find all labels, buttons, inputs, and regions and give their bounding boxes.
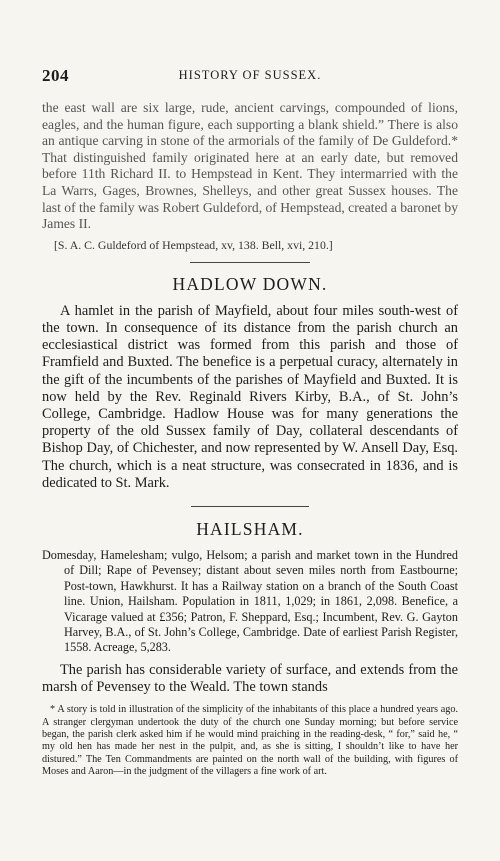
running-title: HISTORY OF SUSSEX. bbox=[178, 68, 322, 82]
page-number: 204 bbox=[42, 66, 69, 85]
reference-citation: [S. A. C. Guldeford of Hempstead, xv, 138. Bell, xvi, 210.] bbox=[54, 237, 333, 252]
running-head bbox=[42, 66, 458, 90]
continued-paragraph: the east wall are six large, rude, ancient carvings, compounded of lions, eagles, and the human figure, each supporting a blank shield.” There is also an antique carving in stone of the armorials of the family of De Guldeford.* That distinguished family originated here at an early date, but removed before 11th Richard II. to Hempstead in Kent. They intermarried with the La Warrs, Gages, Brownes, Shelleys, and other great Sussex houses. The last of the family was Robert Guldeford, of Hempstead, created a baronet by James II. bbox=[42, 100, 458, 232]
hadlow-down-paragraph: A hamlet in the parish of Mayfield, about four miles south-west of the town. In consequence of its distance from the parish church an ecclesiastical district was formed from this parish and those of Framfield and Buxted. The benefice is a perpetual curacy, alternately in the gift of the incumbents of the parishes of Mayfield and Buxted. It is now held by the Rev. Reginald Rivers Kirby, B.A., of St. John’s College, Cambridge. Hadlow House was for many generations the property of the old Sussex family of Day, collateral descendants of Bishop Day, of Chichester, and now represented by W. Ansell Day, Esq. The church, which is a neat structure, was consecrated in 1836, and is dedicated to St. Mark. bbox=[42, 302, 458, 491]
section-divider bbox=[191, 506, 309, 507]
section-divider bbox=[190, 262, 310, 263]
hailsham-paragraph: The parish has considerable variety of surface, and extends from the marsh of Pevensey to the Weald. The town stands bbox=[42, 661, 458, 696]
hailsham-statistics: Domesday, Hamelesham; vulgo, Helsom; a parish and market town in the Hundred of Dill; Rape of Pevensey; distant about seven miles north from Eastbourne; Post-town, Hawkhurst. It has a Railway station on a branch of the South Coast line. Union, Hailsham. Population in 1811, 1,029; in 1861, 2,098. Benefice, a Vicarage valued at £356; Patron, F. Sheppard, Esq.; Incumbent, Rev. G. Gayton Harvey, B.A., of St. John’s College, Cambridge. Date of earliest Parish Register, 1558. Acreage, 5,283. bbox=[42, 547, 458, 655]
section-heading-hailsham: HAILSHAM. bbox=[196, 518, 304, 539]
footnote: * A story is told in illustration of the simplicity of the inhabitants of this place a hundred years ago. A stranger clergyman undertook the duty of the church one Sunday morning; but before service began, the parish clerk asked him if he would mind praiching in the reading-desk, “ for,” said he, “ my old hen has made her nest in the pulpit, and, as she is sitting, I shouldn’t like to have her distured.” The Ten Commandments are painted on the north wall of the building, with figures of Moses and Aaron—in the judgment of the villagers a fine work of art. bbox=[42, 704, 458, 778]
section-heading-hadlow-down: HADLOW DOWN. bbox=[172, 273, 328, 294]
